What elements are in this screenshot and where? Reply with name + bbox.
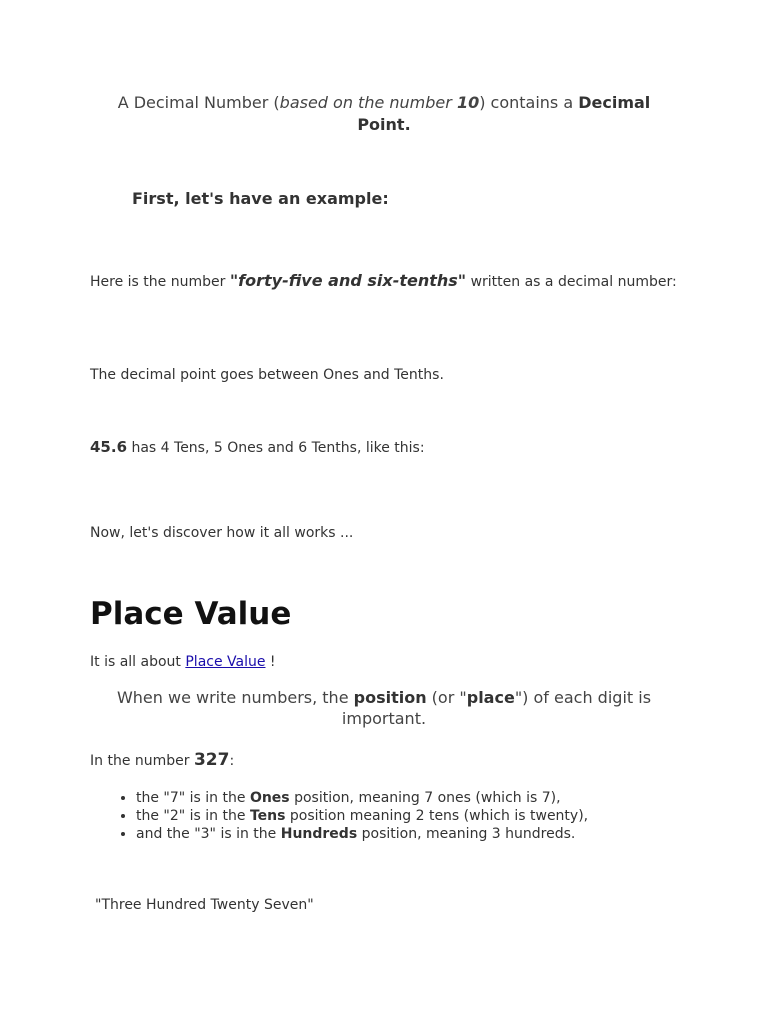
about-suffix: !	[265, 654, 276, 670]
list-item	[136, 789, 736, 807]
callout-text-3: ") of each digit is important.	[341, 688, 652, 728]
about-prefix: It is all about	[90, 654, 186, 670]
list-item-text: and the "3" is in the	[136, 826, 281, 842]
list-item	[136, 807, 736, 825]
intro-text-2: ) contains a	[479, 93, 579, 112]
number-sentence-prefix: Here is the number	[90, 274, 230, 290]
list-item-bold: Hundreds	[280, 826, 358, 842]
list-item-text: position meaning 2 tens (which is twenty),	[285, 808, 589, 824]
intro-bold-decimal: Decimal	[578, 93, 651, 112]
number-sentence-suffix: written as a decimal number:	[466, 274, 677, 290]
callout-text-1: When we write numbers, the	[116, 688, 354, 707]
list-item-text: the "7" is in the	[136, 790, 250, 806]
position-callout	[110, 687, 658, 729]
place-value-link[interactable]: Place Value	[185, 654, 266, 670]
example-heading: First, let's have an example:	[132, 189, 389, 208]
intro-bold-point: Point.	[357, 115, 411, 134]
intro-number: 10	[456, 93, 480, 112]
intro-paragraph	[100, 92, 668, 136]
callout-text-2: (or "	[426, 688, 467, 707]
number-sentence-quote: "forty-five and six-tenths"	[229, 271, 467, 290]
breakdown-text: has 4 Tens, 5 Ones and 6 Tenths, like this:	[127, 440, 425, 456]
intro-italic: based on the number	[279, 93, 452, 112]
example-number-sentence	[90, 751, 690, 770]
breakdown-sentence	[90, 438, 690, 457]
decimal-point-sentence: The decimal point goes between Ones and Tenths.	[90, 367, 444, 383]
list-item-text: position, meaning 7 ones (which is 7),	[289, 790, 561, 806]
breakdown-number: 45.6	[90, 438, 128, 456]
example-suffix: :	[229, 753, 235, 769]
callout-bold-place: place	[466, 688, 515, 707]
section-title-place-value: Place Value	[90, 596, 292, 632]
spoken-number: "Three Hundred Twenty Seven"	[95, 897, 314, 913]
list-item-bold: Tens	[249, 808, 286, 824]
list-item	[136, 825, 736, 843]
example-prefix: In the number	[90, 753, 194, 769]
discover-sentence: Now, let's discover how it all works ...	[90, 525, 354, 541]
intro-text-1: A Decimal Number (	[117, 93, 280, 112]
example-number: 327	[193, 750, 230, 770]
list-item-text: the "2" is in the	[136, 808, 250, 824]
number-sentence	[90, 272, 690, 291]
list-item-text: position, meaning 3 hundreds.	[357, 826, 576, 842]
callout-bold-position: position	[353, 688, 427, 707]
place-value-list	[90, 789, 736, 843]
about-sentence	[90, 653, 690, 671]
list-item-bold: Ones	[249, 790, 290, 806]
